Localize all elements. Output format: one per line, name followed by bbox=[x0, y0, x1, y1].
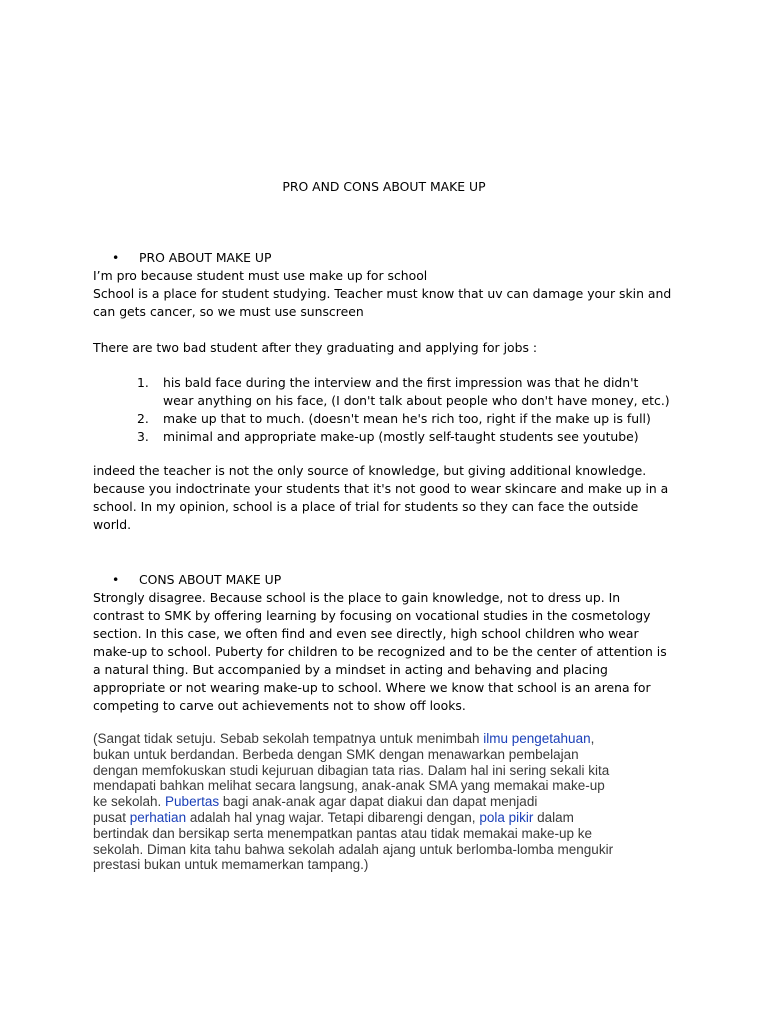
text-line: appropriate or not wearing make-up to school. Where we know that school is an arena for bbox=[93, 680, 651, 695]
text-line: bertindak dan bersikap serta menempatkan pantas atau tidak memakai make-up ke bbox=[93, 825, 593, 841]
list-number: 3. bbox=[137, 429, 149, 444]
text-line: make-up to school. Puberty for children to be recognized and to be the center of attention is bbox=[93, 644, 667, 659]
text-line: competing to carve out achievements not to show off looks. bbox=[93, 698, 466, 713]
text-line: sekolah. Diman kita tahu bahwa sekolah adalah ajang untuk berlomba-lomba mengukir bbox=[93, 841, 614, 857]
text-line: mendapati bahkan melihat secara langsung, anak-anak SMA yang memakai make-up bbox=[93, 778, 605, 794]
text-line: contrast to SMK by offering learning by focusing on vocational studies in the cosmetology bbox=[93, 608, 651, 623]
list-number: 1. bbox=[137, 375, 149, 390]
text-line bbox=[93, 794, 693, 810]
numbered-list bbox=[137, 374, 697, 446]
pro-closing-paragraph bbox=[93, 462, 683, 534]
text-line: because you indoctrinate your students that it's not good to wear skincare and make up in a bbox=[93, 481, 669, 496]
text-line: indeed the teacher is not the only source of knowledge, but giving additional knowledge. bbox=[93, 463, 647, 478]
text-line: make up that to much. (doesn't mean he's rich too, right if the make up is full) bbox=[163, 411, 651, 426]
text-segment: pusat bbox=[93, 809, 130, 825]
bullet-icon: • bbox=[112, 572, 120, 587]
text-line: bukan untuk berdandan. Berbeda dengan SMK dengan menawarkan pembelajan bbox=[93, 746, 579, 762]
link-pola-pikir[interactable]: pola pikir bbox=[479, 809, 534, 825]
text-line: I’m pro because student must use make up for school bbox=[93, 268, 428, 283]
list-item bbox=[137, 428, 697, 446]
text-line: can gets cancer, so we must use sunscreen bbox=[93, 304, 364, 319]
text-line: prestasi bukan untuk memamerkan tampang.) bbox=[93, 857, 369, 873]
text-line: dengan memfokuskan studi kejuruan dibagian tata rias. Dalam hal ini sering sekali kita bbox=[93, 762, 610, 778]
cons-heading-text: CONS ABOUT MAKE UP bbox=[139, 572, 282, 587]
text-line: section. In this case, we often find and even see directly, high school children who wear bbox=[93, 626, 639, 641]
list-item bbox=[137, 410, 697, 428]
link-ilmu-pengetahuan[interactable]: ilmu pengetahuan bbox=[483, 731, 591, 746]
text-line: his bald face during the interview and the first impression was that he didn't bbox=[163, 375, 639, 390]
text-line: wear anything on his face, (I don't talk about people who don't have money, etc.) bbox=[163, 393, 670, 408]
list-item bbox=[137, 374, 697, 410]
text-segment: ke sekolah. bbox=[93, 794, 166, 810]
cons-paragraph bbox=[93, 589, 683, 715]
text-line: school. In my opinion, school is a place of trial for students so they can face the outside bbox=[93, 499, 639, 514]
text-segment: adalah hal ynag wajar. Tetapi dibarengi dengan, bbox=[186, 809, 480, 825]
link-pubertas[interactable]: Pubertas bbox=[165, 794, 220, 810]
text-segment: , bbox=[590, 731, 595, 746]
bullet-icon: • bbox=[112, 250, 120, 265]
list-intro bbox=[93, 339, 683, 357]
text-line: There are two bad student after they graduating and applying for jobs : bbox=[93, 340, 538, 355]
text-line: a natural thing. But accompanied by a mindset in acting and behaving and placing bbox=[93, 662, 608, 677]
text-line: Strongly disagree. Because school is the place to gain knowledge, not to dress up. In bbox=[93, 590, 621, 605]
text-segment: dalam bbox=[533, 809, 574, 825]
text-segment: (Sangat tidak setuju. Sebab sekolah tempatnya untuk menimbah bbox=[93, 731, 484, 746]
text-line: world. bbox=[93, 517, 132, 532]
pro-heading-text: PRO ABOUT MAKE UP bbox=[139, 250, 272, 265]
text-line: minimal and appropriate make-up (mostly self-taught students see youtube) bbox=[163, 429, 639, 444]
pro-paragraph bbox=[93, 267, 683, 321]
text-line bbox=[93, 731, 693, 747]
indonesian-paragraph bbox=[93, 731, 693, 873]
list-number: 2. bbox=[137, 411, 149, 426]
link-perhatian[interactable]: perhatian bbox=[129, 809, 187, 825]
text-line: School is a place for student studying. Teacher must know that uv can damage your skin and bbox=[93, 286, 672, 301]
document-title: PRO AND CONS ABOUT MAKE UP bbox=[282, 179, 486, 194]
text-segment: bagi anak-anak agar dapat diakui dan dapat menjadi bbox=[219, 794, 538, 810]
text-line bbox=[93, 810, 693, 826]
